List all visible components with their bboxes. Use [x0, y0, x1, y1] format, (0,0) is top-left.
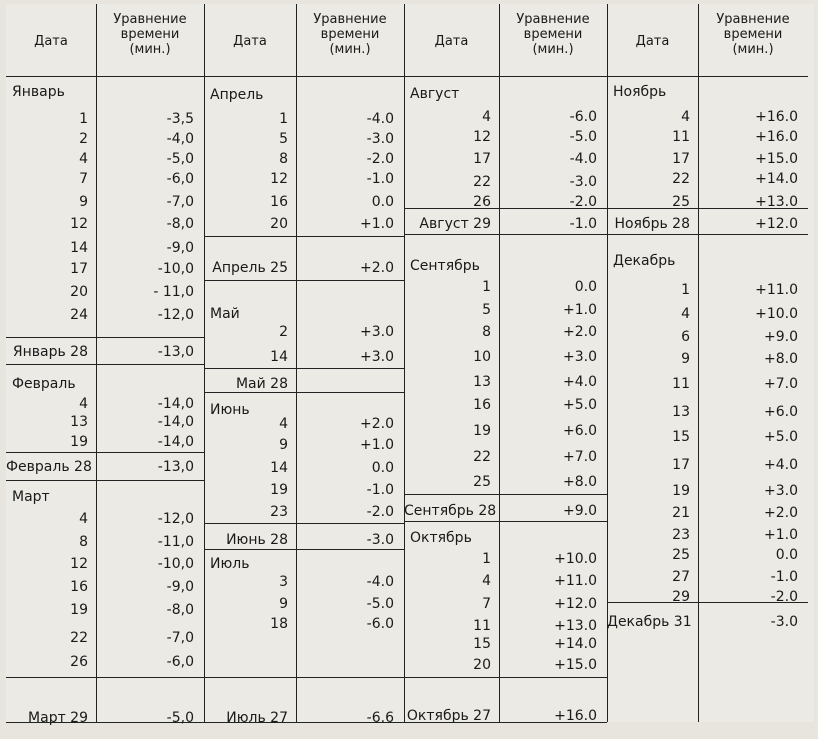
month-label: Апрель: [210, 87, 264, 103]
equation-value: +16.0: [755, 109, 798, 125]
month-label: Сентябрь: [410, 258, 480, 274]
summary-rule: [6, 480, 204, 481]
day-value: 3: [279, 574, 288, 590]
summary-equation: +12.0: [755, 216, 798, 232]
equation-value: +7.0: [563, 449, 597, 465]
equation-value: -8,0: [166, 602, 194, 618]
equation-value: -9,0: [166, 240, 194, 256]
day-value: 12: [473, 129, 491, 145]
summary-rule: [204, 368, 404, 369]
equation-value: -5.0: [569, 129, 597, 145]
summary-rule: [204, 280, 404, 281]
summary-date: Январь 28: [12, 344, 88, 360]
equation-value: +6.0: [764, 404, 798, 420]
equation-value: +16.0: [755, 129, 798, 145]
summary-date: Июнь 28: [226, 532, 288, 548]
summary-equation: -1.0: [569, 216, 597, 232]
summary-rule: [6, 677, 204, 678]
day-value: 15: [473, 636, 491, 652]
header-equation: Уравнение времени (мин.): [716, 12, 790, 57]
summary-rule: [404, 494, 607, 495]
equation-value: -14,0: [157, 434, 194, 450]
day-value: 23: [270, 504, 288, 520]
day-value: 6: [681, 329, 690, 345]
day-value: 12: [270, 171, 288, 187]
summary-rule: [204, 523, 404, 524]
day-value: 14: [270, 349, 288, 365]
summary-date: Октябрь 27: [406, 708, 491, 724]
summary-date: Май 28: [235, 376, 288, 392]
day-value: 9: [79, 194, 88, 210]
equation-value: +11.0: [755, 282, 798, 298]
day-value: 1: [279, 111, 288, 127]
equation-value: +14.0: [554, 636, 597, 652]
day-value: 7: [482, 596, 491, 612]
header-equation: Уравнение времени (мин.): [313, 12, 387, 57]
summary-date: Апрель 25: [212, 260, 288, 276]
summary-date: Февраль 28: [6, 459, 92, 475]
equation-value: -12,0: [157, 307, 194, 323]
equation-value: +5.0: [764, 429, 798, 445]
day-value: 17: [473, 151, 491, 167]
summary-rule: [404, 208, 607, 209]
day-value: 8: [79, 534, 88, 550]
equation-value: 0.0: [371, 194, 394, 210]
equation-value: +1.0: [360, 437, 394, 453]
header-date: Дата: [233, 34, 267, 49]
summary-rule: [6, 364, 204, 365]
day-value: 1: [681, 282, 690, 298]
equation-value: +2.0: [563, 324, 597, 340]
day-value: 8: [279, 151, 288, 167]
day-value: 19: [473, 423, 491, 439]
equation-value: +3.0: [764, 483, 798, 499]
day-value: 4: [482, 109, 491, 125]
summary-equation: -13,0: [157, 344, 194, 360]
day-value: 11: [672, 376, 690, 392]
summary-equation: -13,0: [157, 459, 194, 475]
month-label: Июнь: [210, 402, 250, 418]
summary-rule: [607, 208, 808, 209]
summary-rule: [204, 549, 404, 550]
day-value: 9: [279, 596, 288, 612]
equation-value: - 11,0: [153, 284, 194, 300]
summary-date: Сентябрь 28: [404, 503, 497, 519]
summary-date: Июль 27: [226, 710, 288, 726]
summary-equation: -3.0: [770, 614, 798, 630]
header-date: Дата: [434, 34, 469, 49]
equation-value: +1.0: [563, 302, 597, 318]
day-value: 22: [473, 449, 491, 465]
equation-value: +14.0: [755, 171, 798, 187]
month-label: Октябрь: [410, 530, 472, 546]
day-value: 1: [79, 111, 88, 127]
day-value: 4: [279, 416, 288, 432]
equation-value: -10,0: [157, 556, 194, 572]
day-value: 14: [70, 240, 88, 256]
day-value: 15: [672, 429, 690, 445]
day-value: 26: [473, 194, 491, 210]
header-date: Дата: [635, 34, 670, 49]
equation-value: -1.0: [366, 171, 394, 187]
day-value: 25: [672, 547, 690, 563]
equation-value: +6.0: [563, 423, 597, 439]
header-equation: Уравнение времени (мин.): [113, 12, 187, 57]
month-label: Март: [12, 489, 50, 505]
day-value: 27: [672, 569, 690, 585]
day-value: 10: [473, 349, 491, 365]
equation-value: +2.0: [360, 416, 394, 432]
equation-value: -1.0: [770, 569, 798, 585]
day-value: 11: [672, 129, 690, 145]
day-value: 12: [70, 216, 88, 232]
equation-value: +9.0: [764, 329, 798, 345]
equation-value: +1.0: [764, 527, 798, 543]
equation-value: +10.0: [554, 551, 597, 567]
day-value: 12: [70, 556, 88, 572]
month-label: Май: [210, 306, 240, 322]
month-label: Январь: [12, 84, 65, 100]
day-value: 17: [672, 457, 690, 473]
day-value: 5: [482, 302, 491, 318]
month-label: Февраль: [12, 376, 76, 392]
equation-value: -1.0: [366, 482, 394, 498]
equation-value: -2.0: [366, 151, 394, 167]
day-value: 26: [70, 654, 88, 670]
equation-value: +15.0: [554, 657, 597, 673]
day-value: 4: [482, 573, 491, 589]
day-value: 20: [473, 657, 491, 673]
equation-value: +15.0: [755, 151, 798, 167]
day-value: 2: [279, 324, 288, 340]
header-equation: Уравнение времени (мин.): [516, 12, 590, 57]
day-value: 20: [270, 216, 288, 232]
day-value: 19: [672, 483, 690, 499]
summary-rule: [204, 392, 404, 393]
summary-equation: -6.6: [366, 710, 394, 726]
equation-value: +4.0: [563, 374, 597, 390]
summary-equation: +2.0: [360, 260, 394, 276]
equation-value: -4.0: [366, 574, 394, 590]
summary-equation: +16.0: [554, 708, 597, 724]
summary-rule: [404, 521, 607, 522]
equation-value: +13.0: [755, 194, 798, 210]
equation-value: -12,0: [157, 511, 194, 527]
day-value: 19: [270, 482, 288, 498]
day-value: 29: [672, 589, 690, 605]
day-value: 14: [270, 460, 288, 476]
equation-value: -7,0: [166, 630, 194, 646]
equation-value: +3.0: [360, 349, 394, 365]
equation-value: +10.0: [755, 306, 798, 322]
summary-equation: -3.0: [366, 532, 394, 548]
equation-value: +1.0: [360, 216, 394, 232]
day-value: 4: [79, 511, 88, 527]
day-value: 4: [681, 109, 690, 125]
day-value: 19: [70, 434, 88, 450]
day-value: 4: [79, 396, 88, 412]
equation-value: +2.0: [764, 505, 798, 521]
day-value: 1: [482, 279, 491, 295]
day-value: 25: [473, 474, 491, 490]
equation-value: +8.0: [764, 351, 798, 367]
equation-value: -10,0: [157, 261, 194, 277]
equation-value: -3.0: [366, 131, 394, 147]
day-value: 13: [473, 374, 491, 390]
equation-value: +12.0: [554, 596, 597, 612]
equation-value: +13.0: [554, 618, 597, 634]
equation-value: +7.0: [764, 376, 798, 392]
equation-value: -14,0: [157, 396, 194, 412]
day-value: 7: [79, 171, 88, 187]
day-value: 16: [70, 579, 88, 595]
equation-of-time-table: [6, 4, 814, 726]
equation-value: +8.0: [563, 474, 597, 490]
day-value: 4: [79, 151, 88, 167]
day-value: 8: [482, 324, 491, 340]
equation-value: -8,0: [166, 216, 194, 232]
summary-date: Август 29: [419, 216, 491, 232]
header-date: Дата: [34, 34, 68, 49]
day-value: 11: [473, 618, 491, 634]
equation-value: 0.0: [371, 460, 394, 476]
equation-value: -4,0: [166, 131, 194, 147]
equation-value: -14,0: [157, 414, 194, 430]
day-value: 20: [70, 284, 88, 300]
summary-equation: +9.0: [563, 503, 597, 519]
day-value: 17: [672, 151, 690, 167]
day-value: 5: [279, 131, 288, 147]
equation-value: -6.0: [366, 616, 394, 632]
summary-rule: [6, 337, 204, 338]
equation-value: +3.0: [563, 349, 597, 365]
summary-date: Ноябрь 28: [614, 216, 690, 232]
header-divider: [6, 76, 808, 77]
equation-value: -11,0: [157, 534, 194, 550]
equation-value: -9,0: [166, 579, 194, 595]
day-value: 17: [70, 261, 88, 277]
day-value: 18: [270, 616, 288, 632]
day-value: 24: [70, 307, 88, 323]
equation-value: -2.0: [770, 589, 798, 605]
day-value: 1: [482, 551, 491, 567]
day-value: 13: [70, 414, 88, 430]
equation-value: -6.0: [569, 109, 597, 125]
day-value: 25: [672, 194, 690, 210]
equation-value: -7,0: [166, 194, 194, 210]
equation-value: -6,0: [166, 654, 194, 670]
month-label: Ноябрь: [613, 84, 667, 100]
equation-value: -5,0: [166, 151, 194, 167]
summary-rule: [204, 236, 404, 237]
equation-value: -4.0: [366, 111, 394, 127]
summary-rule: [6, 452, 204, 453]
day-value: 9: [279, 437, 288, 453]
day-value: 13: [672, 404, 690, 420]
day-value: 21: [672, 505, 690, 521]
equation-value: -6,0: [166, 171, 194, 187]
day-value: 4: [681, 306, 690, 322]
summary-rule: [204, 677, 404, 678]
day-value: 2: [79, 131, 88, 147]
equation-value: +4.0: [764, 457, 798, 473]
equation-value: +11.0: [554, 573, 597, 589]
summary-rule: [607, 602, 808, 603]
summary-rule: [404, 677, 607, 678]
day-value: 22: [70, 630, 88, 646]
day-value: 9: [681, 351, 690, 367]
month-label: Июль: [210, 556, 250, 572]
equation-value: -2.0: [569, 194, 597, 210]
summary-rule: [404, 234, 607, 235]
equation-value: -2.0: [366, 504, 394, 520]
day-value: 19: [70, 602, 88, 618]
equation-value: +5.0: [563, 397, 597, 413]
day-value: 16: [473, 397, 491, 413]
equation-value: 0.0: [574, 279, 597, 295]
day-value: 22: [473, 174, 491, 190]
equation-value: -5.0: [366, 596, 394, 612]
equation-value: -4.0: [569, 151, 597, 167]
equation-value: -3,5: [166, 111, 194, 127]
month-label: Август: [410, 86, 460, 102]
month-label: Декабрь: [613, 253, 676, 269]
equation-value: 0.0: [775, 547, 798, 563]
summary-equation: -5,0: [166, 710, 194, 726]
summary-rule: [607, 234, 808, 235]
day-value: 22: [672, 171, 690, 187]
day-value: 16: [270, 194, 288, 210]
equation-value: +3.0: [360, 324, 394, 340]
summary-date: Март 29: [28, 710, 88, 726]
day-value: 23: [672, 527, 690, 543]
equation-value: -3.0: [569, 174, 597, 190]
summary-date: Декабрь 31: [607, 614, 692, 630]
